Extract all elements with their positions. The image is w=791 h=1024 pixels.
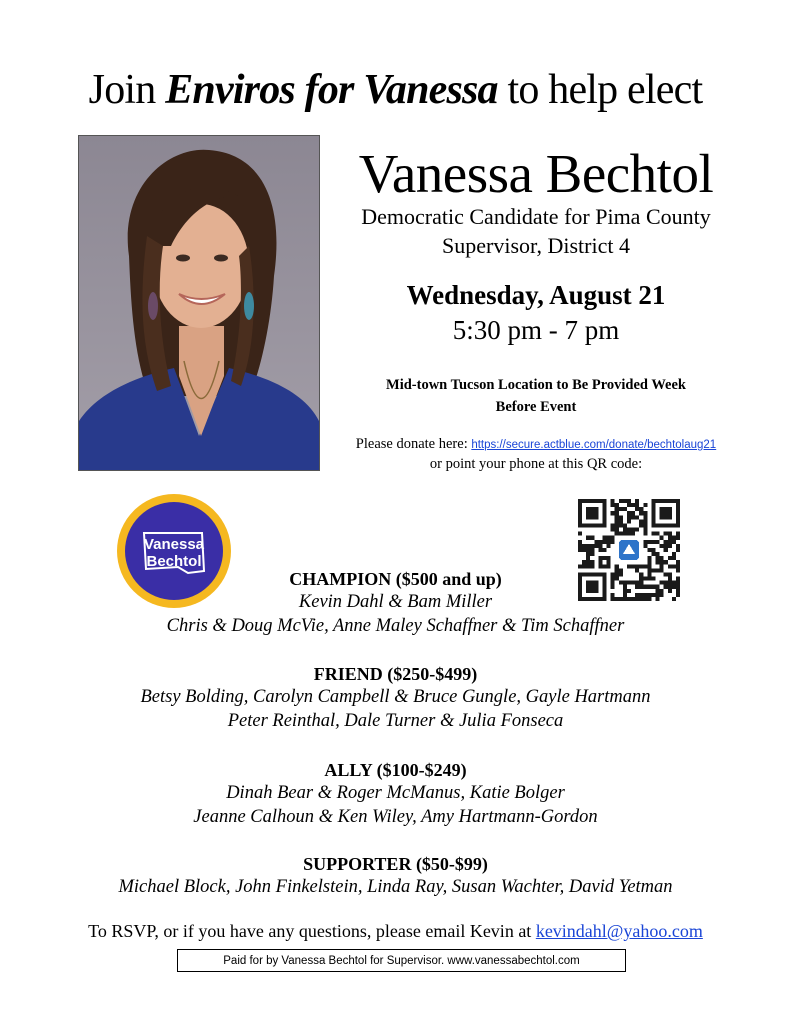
tier-champion [0, 568, 791, 638]
tier-heading: CHAMPION ($500 and up) [289, 569, 502, 589]
rsvp-line [0, 921, 791, 942]
event-location-line-2: Before Event [495, 399, 577, 415]
tier-names-line: Betsy Bolding, Carolyn Campbell & Bruce Gungle, Gayle Hartmann [140, 687, 651, 707]
tier-ally [0, 759, 791, 829]
tier-friend [0, 663, 791, 733]
candidate-title-line-2: Supervisor, District 4 [442, 233, 630, 258]
event-date: Wednesday, August 21 [406, 280, 666, 310]
tier-names-line: Michael Block, John Finkelstein, Linda Ray, Susan Wachter, David Yetman [118, 877, 673, 897]
paid-for-disclaimer: Paid for by Vanessa Bechtol for Supervisor. www.vanessabechtol.com [177, 949, 626, 972]
candidate-name: Vanessa Bechtol [358, 143, 714, 204]
event-location [330, 374, 742, 418]
headline [0, 66, 791, 114]
tier-supporter [0, 853, 791, 899]
candidate-photo [78, 135, 320, 471]
candidate-title-line-1: Democratic Candidate for Pima County [361, 204, 711, 229]
tier-heading: ALLY ($100-$249) [324, 760, 467, 780]
tier-names-line: Peter Reinthal, Dale Turner & Julia Fonseca [227, 711, 564, 731]
event-location-line-1: Mid-town Tucson Location to Be Provided Week [386, 377, 686, 393]
tier-names-line: Jeanne Calhoun & Ken Wiley, Amy Hartmann-Gordon [193, 807, 598, 827]
donate-link[interactable]: https://secure.actblue.com/donate/bechtolaug21 [471, 439, 717, 451]
rsvp-email-link[interactable]: kevindahl@yahoo.com [535, 921, 703, 941]
tier-names-line: Kevin Dahl & Bam Miller [298, 592, 493, 612]
headline-suffix: to help elect [507, 67, 703, 113]
tier-heading: FRIEND ($250-$499) [313, 664, 478, 684]
qr-instruction: or point your phone at this QR code: [429, 456, 643, 472]
logo-line-1: Vanessa [143, 536, 205, 553]
event-time: 5:30 pm - 7 pm [452, 315, 620, 345]
candidate-title [325, 202, 747, 260]
headline-group: Enviros for Vanessa [165, 67, 498, 113]
donate-section [320, 435, 752, 474]
tier-heading: SUPPORTER ($50-$99) [303, 854, 488, 874]
tier-names-line: Chris & Doug McVie, Anne Maley Schaffner & Tim Schaffner [166, 616, 625, 636]
logo-line-2: Bechtol [146, 553, 202, 570]
rsvp-text: To RSVP, or if you have any questions, please email Kevin at [88, 921, 532, 941]
tier-names-line: Dinah Bear & Roger McManus, Katie Bolger [226, 783, 565, 803]
headline-prefix: Join [88, 67, 156, 113]
donate-label: Please donate here: [355, 436, 468, 452]
